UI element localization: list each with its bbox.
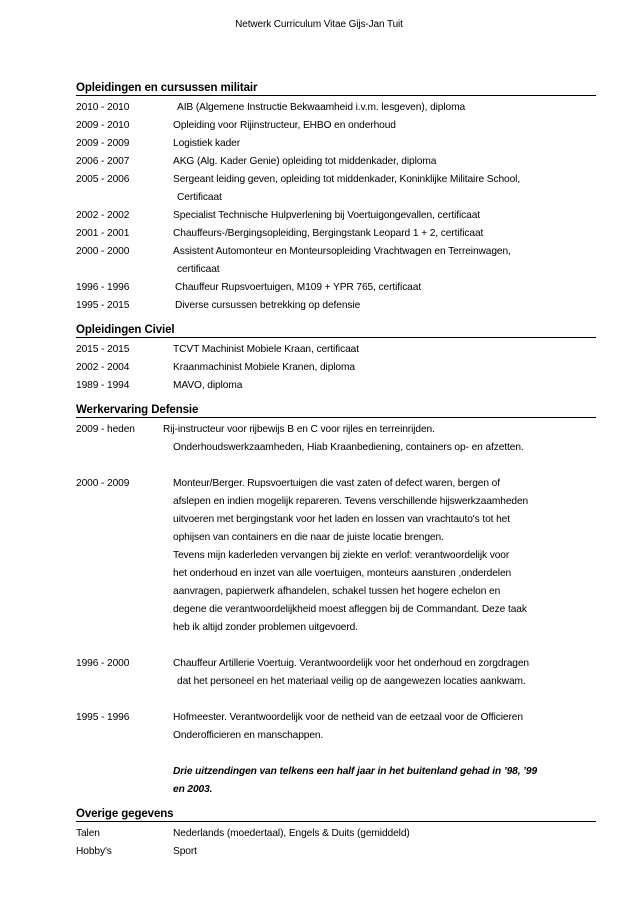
page-header: Netwerk Curriculum Vitae Gijs-Jan Tuit [235,19,403,30]
row-value: Nederlands (moedertaal), Engels & Duits (gemiddeld) [173,828,410,839]
row-date: 2005 - 2006 [76,174,130,185]
row-date: 1989 - 1994 [76,380,130,391]
row-description [163,421,596,457]
row-description: TCVT Machinist Mobiele Kraan, certificaat [173,344,359,355]
row-label: Talen [76,828,100,839]
row-date: 2009 - 2010 [76,120,130,131]
row-label: Hobby's [76,846,112,857]
row-description [173,475,596,637]
civiel-list [76,341,596,395]
row-date: 2000 - 2009 [76,478,130,489]
row-description: Logistiek kader [173,138,241,149]
row-line: Certificaat [177,192,222,203]
row-date: 2001 - 2001 [76,228,130,239]
education-row [76,341,596,359]
row-line: en 2003. [173,784,213,795]
education-row [76,243,596,279]
row-line: het onderhoud en inzet van alle voertuigen, monteurs aansturen ,onderdelen [173,568,512,579]
education-row [76,377,596,395]
other-row [76,843,596,861]
education-row [76,153,596,171]
row-description [173,655,596,691]
education-row [76,135,596,153]
row-line: Assistent Automonteur en Monteursopleiding Vrachtwagen en Terreinwagen, [173,246,511,257]
education-row [76,99,596,117]
row-line: ophijsen van containers en die naar de juiste locatie brengen. [173,532,444,543]
work-entry [76,421,596,457]
row-line: Onderofficieren en manschappen. [173,730,324,741]
deployments-note [76,763,596,799]
row-description: Opleiding voor Rijinstructeur, EHBO en onderhoud [173,120,396,131]
row-date: 1996 - 2000 [76,658,130,669]
row-date: 2015 - 2015 [76,344,130,355]
row-line: Tevens mijn kaderleden vervangen bij ziekte en verlof: verantwoordelijk voor [173,550,510,561]
row-description: Chauffeur Rupsvoertuigen, M109 + YPR 765, certificaat [175,282,422,293]
work-entry [76,655,596,691]
militair-list [76,99,596,315]
row-line: aanvragen, papierwerk afhandelen, schakel tussen het hogere echelon en [173,586,501,597]
row-description: AKG (Alg. Kader Genie) opleiding tot middenkader, diploma [173,156,437,167]
row-description: Specialist Technische Hulpverlening bij Voertuigongevallen, certificaat [173,210,481,221]
education-row [76,117,596,135]
education-row [76,359,596,377]
row-date: 2000 - 2000 [76,246,130,257]
education-row [76,297,596,315]
work-entry [76,475,596,637]
section-title-militair: Opleidingen en cursussen militair [76,82,596,96]
row-description: MAVO, diploma [173,380,243,391]
row-line: Drie uitzendingen van telkens een half jaar in het buitenland gehad in ’98, ’99 [173,766,538,777]
row-line: Rij-instructeur voor rijbewijs B en C voor rijles en terreinrijden. [163,424,435,435]
row-date: 2009 - heden [76,424,135,435]
row-description: AIB (Algemene Instructie Bekwaamheid i.v.m. lesgeven), diploma [177,102,466,113]
row-date: 2006 - 2007 [76,156,130,167]
row-description: Chauffeurs-/Bergingsopleiding, Bergingstank Leopard 1 + 2, certificaat [173,228,484,239]
row-line: Monteur/Berger. Rupsvoertuigen die vast zaten of defect waren, bergen of [173,478,500,489]
row-line: certificaat [177,264,220,275]
row-line: Hofmeester. Verantwoordelijk voor de netheid van de eetzaal voor de Officieren [173,712,523,723]
row-description [173,709,596,745]
section-title-werkervaring: Werkervaring Defensie [76,404,596,418]
row-description [173,763,596,799]
row-line: degene die verantwoordelijkheid moest afleggen bij de Commandant. Deze taak [173,604,527,615]
row-date: 1995 - 2015 [76,300,130,311]
row-date: 2002 - 2002 [76,210,130,221]
row-date: 1995 - 1996 [76,712,130,723]
row-date: 1996 - 1996 [76,282,130,293]
row-line: Onderhoudswerkzaamheden, Hiab Kraanbediening, containers op- en afzetten. [173,442,524,453]
row-line: Sergeant leiding geven, opleiding tot middenkader, Koninklijke Militaire School, [173,174,521,185]
education-row [76,225,596,243]
row-value: Sport [173,846,197,857]
row-description: Diverse cursussen betrekking op defensie [175,300,361,311]
row-description [173,171,596,207]
row-description [173,243,596,279]
education-row [76,207,596,225]
row-line: dat het personeel en het materiaal veilig op de aangewezen locaties aankwam. [177,676,526,687]
row-line: afslepen en indien mogelijk repareren. Tevens verschillende hijswerkzaamheden [173,496,529,507]
other-row [76,825,596,843]
row-line: Chauffeur Artillerie Voertuig. Verantwoordelijk voor het onderhoud en zorgdragen [173,658,529,669]
werkervaring-list [76,421,596,799]
row-date: 2010 - 2010 [76,102,130,113]
section-title-overige: Overige gegevens [76,808,596,822]
row-date: 2009 - 2009 [76,138,130,149]
overige-list [76,825,596,861]
row-description: Kraanmachinist Mobiele Kranen, diploma [173,362,355,373]
education-row [76,279,596,297]
row-date: 2002 - 2004 [76,362,130,373]
cv-content [76,82,596,861]
row-line: uitvoeren met bergingstank voor het laden en lossen van vrachtauto's tot het [173,514,510,525]
education-row [76,171,596,207]
section-title-civiel: Opleidingen Civiel [76,324,596,338]
row-line: heb ik altijd zonder problemen uitgevoerd. [173,622,358,633]
work-entry [76,709,596,745]
